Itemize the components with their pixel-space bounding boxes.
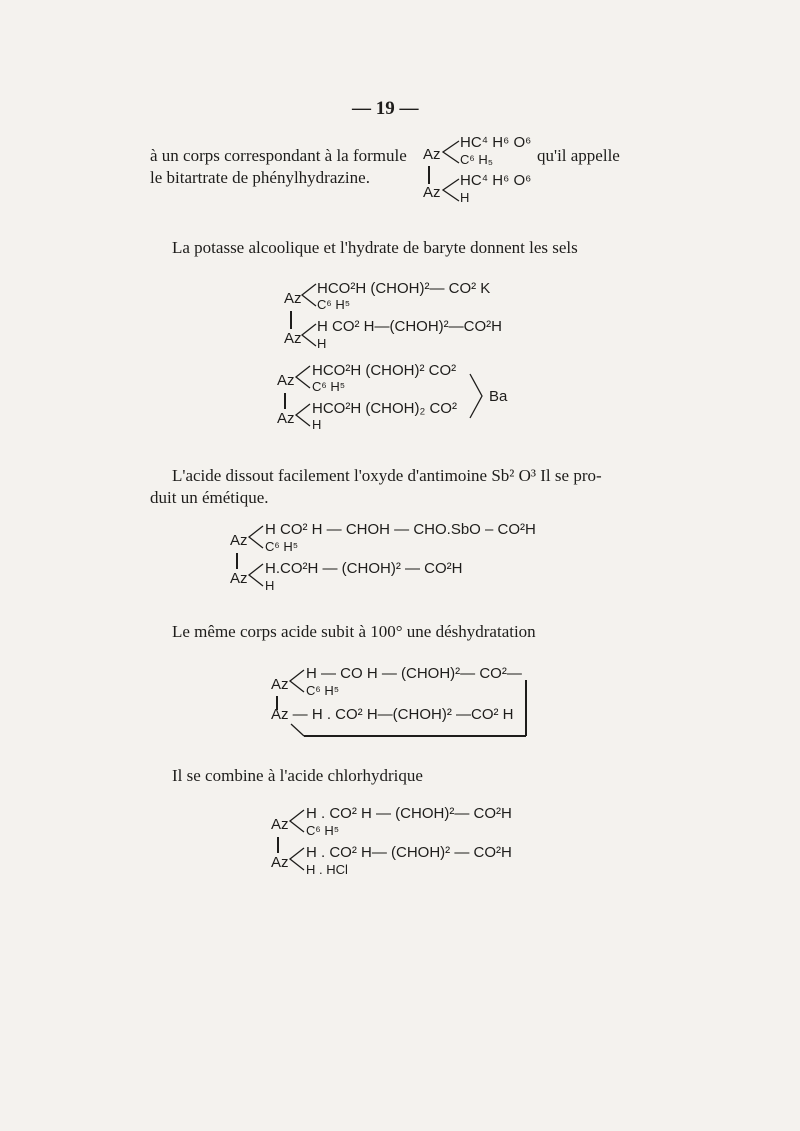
formula-bottom: H — [265, 578, 275, 593]
branch-icon — [300, 280, 318, 310]
bracket-icon — [468, 372, 486, 422]
bond-line — [277, 837, 279, 853]
branch-icon — [300, 320, 318, 350]
intro-line-2: le bitartrate de phénylhydrazine. — [150, 168, 370, 187]
sentence-acide-line-2: duit un émétique. — [150, 488, 269, 507]
formula-top: HC⁴ H⁶ O⁶ — [460, 134, 532, 151]
bond-line — [284, 393, 286, 409]
ring-closure-bottom — [304, 735, 526, 737]
formula-az: Az — [284, 290, 302, 307]
branch-icon — [288, 844, 306, 874]
formula-bottom: H — [312, 417, 322, 432]
formula-bottom: C⁶ H⁵ — [312, 379, 346, 394]
branch-icon — [288, 666, 306, 696]
formula-az: Az — [423, 146, 441, 163]
formula-bottom: C⁶ H⁵ — [306, 823, 340, 838]
formula-bottom: C⁶ H₅ — [460, 152, 493, 167]
formula-az: Az — [230, 532, 248, 549]
formula-top: H . CO² H — (CHOH)²— CO²H — [306, 805, 512, 822]
formula-az: Az — [284, 330, 302, 347]
formula-az: Az — [230, 570, 248, 587]
formula-az: Az — [271, 676, 289, 693]
formula-top: H — CO H — (CHOH)²— CO²— — [306, 665, 522, 682]
formula-bottom: H — [317, 336, 327, 351]
bond-line — [428, 166, 430, 184]
formula-top: HC⁴ H⁶ O⁶ — [460, 172, 532, 189]
formula-top: H CO² H—(CHOH)²—CO²H — [317, 318, 502, 335]
ring-closure-right — [525, 680, 527, 736]
formula-top: H.CO²H — (CHOH)² — CO²H — [265, 560, 463, 577]
bond-line — [290, 311, 292, 329]
formula-line-2: Az — H . CO² H—(CHOH)² —CO² H — [271, 706, 514, 723]
branch-icon — [294, 362, 312, 392]
formula-top: HCO²H (CHOH)₂ CO² — [312, 400, 457, 417]
formula-bottom: C⁶ H⁵ — [265, 539, 299, 554]
formula-top: H CO² H — CHOH — CHO.SbO – CO²H — [265, 521, 536, 538]
formula-bottom: C⁶ H⁵ — [306, 683, 340, 698]
bond-line — [236, 553, 238, 569]
formula-az: Az — [277, 372, 295, 389]
formula-bottom: H . HCl — [306, 862, 348, 877]
formula-az: Az — [423, 184, 441, 201]
sentence-chlor: Il se combine à l'acide chlorhydrique — [172, 766, 423, 785]
formula-top: H . CO² H— (CHOH)² — CO²H — [306, 844, 512, 861]
formula-az: Az — [271, 854, 289, 871]
branch-icon — [247, 522, 265, 552]
branch-icon — [441, 137, 461, 167]
sentence-deshydratation: Le même corps acide subit à 100° une déshydratation — [172, 622, 536, 641]
sentence-acide-line-1: L'acide dissout facilement l'oxyde d'antimoine Sb² O³ Il se pro- — [172, 466, 602, 485]
formula-top: HCO²H (CHOH)² CO² — [312, 362, 457, 379]
intro-line-1: à un corps correspondant à la formule — [150, 146, 407, 165]
formula-bottom: C⁶ H⁵ — [317, 297, 351, 312]
branch-icon — [294, 400, 312, 430]
barium-symbol: Ba — [489, 388, 508, 405]
formula-az: Az — [271, 816, 289, 833]
formula-top: HCO²H (CHOH)²— CO² K — [317, 280, 491, 297]
formula-az: Az — [277, 410, 295, 427]
branch-icon — [288, 806, 306, 836]
sentence-potasse: La potasse alcoolique et l'hydrate de baryte donnent les sels — [172, 238, 578, 257]
ring-closure-diagonal — [289, 722, 307, 738]
branch-icon — [247, 560, 265, 590]
formula-bottom: H — [460, 190, 470, 205]
branch-icon — [441, 175, 461, 205]
intro-trailing: qu'il appelle — [537, 146, 620, 165]
page-number: — 19 — — [352, 98, 419, 119]
